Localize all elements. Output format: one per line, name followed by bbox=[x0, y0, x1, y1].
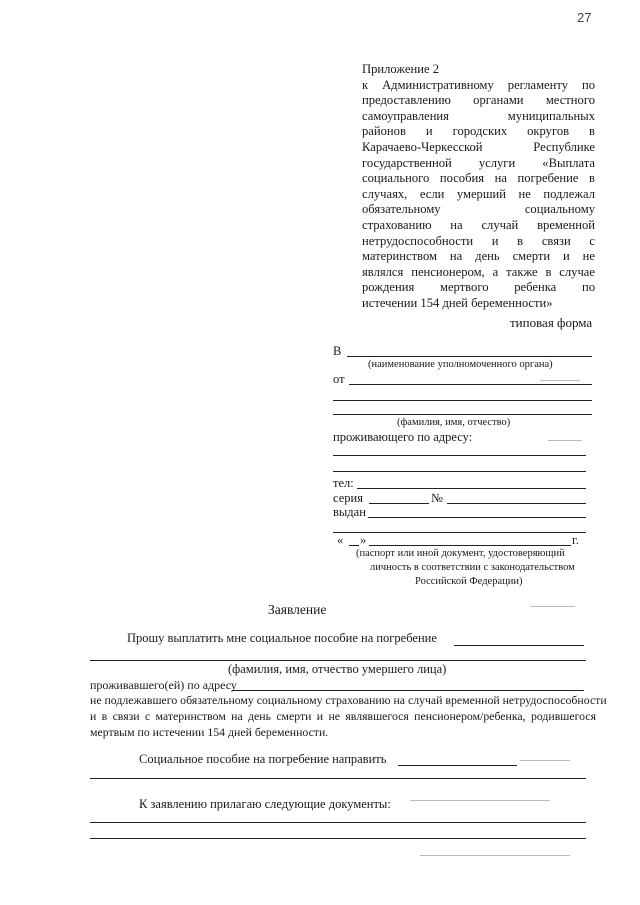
issued-field-2[interactable] bbox=[333, 532, 586, 533]
appendix-line: социального пособия на погребение в bbox=[362, 171, 595, 186]
page-number: 27 bbox=[577, 10, 592, 25]
applicant-name-field-2[interactable] bbox=[333, 400, 592, 401]
scan-artifact bbox=[520, 760, 570, 761]
appendix-heading: Приложение 2 bbox=[362, 62, 440, 76]
appendix-line: страхованию на случай временной bbox=[362, 217, 595, 232]
series-label: серия bbox=[333, 491, 363, 505]
appendix-line: обязательному социальному bbox=[362, 202, 595, 217]
appendix-block bbox=[362, 62, 595, 312]
appendix-line: районов и городских округов в bbox=[362, 124, 595, 139]
date-day-field[interactable] bbox=[349, 545, 359, 546]
documents-field-2[interactable] bbox=[90, 838, 586, 839]
date-close-quote: » bbox=[360, 533, 367, 547]
send-to-field-2[interactable] bbox=[90, 778, 586, 779]
request-line: Прошу выплатить мне социальное пособие на погребение bbox=[127, 631, 437, 645]
appendix-line: к Административному регламенту по bbox=[362, 77, 595, 92]
request-field-1[interactable] bbox=[454, 645, 584, 646]
appendix-line: предоставлению органами местного bbox=[362, 93, 595, 108]
attach-label: К заявлению прилагаю следующие документы: bbox=[139, 797, 391, 811]
send-to-field-1[interactable] bbox=[398, 765, 517, 766]
appendix-line: являлся пенсионером, а также в случае bbox=[362, 264, 595, 279]
statement-paragraph-line: не подлежавшего обязательному социальному страхованию на случай временной нетрудоспособности bbox=[90, 693, 607, 707]
appendix-line: случаях, если умерший не подлежал bbox=[362, 186, 595, 201]
statement-paragraph-line: и в связи с материнством на день смерти и не являвшегося пенсионером/ребенка, родившегося bbox=[90, 709, 596, 723]
authority-field[interactable] bbox=[347, 356, 592, 357]
address-label: проживающего по адресу: bbox=[333, 430, 473, 444]
from-label: от bbox=[333, 372, 345, 386]
deceased-address-field[interactable] bbox=[232, 690, 584, 691]
statement-paragraph-line: мертвым по истечении 154 дней беременности. bbox=[90, 725, 329, 739]
statement-title: Заявление bbox=[268, 602, 327, 617]
issued-field-1[interactable] bbox=[368, 517, 586, 518]
name-caption: (фамилия, имя, отчество) bbox=[397, 417, 511, 428]
scan-artifact bbox=[540, 380, 580, 381]
scan-artifact bbox=[420, 855, 570, 856]
appendix-line: истечении 154 дней беременности» bbox=[362, 295, 553, 310]
appendix-line: самоуправления муниципальных bbox=[362, 108, 595, 123]
phone-field[interactable] bbox=[357, 488, 586, 489]
authority-caption: (наименование уполномоченного органа) bbox=[368, 359, 553, 370]
applicant-name-field-3[interactable] bbox=[333, 414, 592, 415]
scan-artifact bbox=[548, 440, 582, 441]
number-field[interactable] bbox=[447, 503, 586, 504]
address-field-2[interactable] bbox=[333, 471, 586, 472]
form-type-label: типовая форма bbox=[510, 315, 593, 330]
address-field-1[interactable] bbox=[333, 455, 586, 456]
passport-caption-3: Российской Федерации) bbox=[415, 576, 523, 587]
appendix-line: материнством на день смерти и не bbox=[362, 249, 595, 264]
appendix-line: нетрудоспособности и в связи с bbox=[362, 233, 595, 248]
documents-field-1[interactable] bbox=[90, 822, 586, 823]
lived-at-label: проживавшего(ей) по адресу bbox=[90, 678, 237, 692]
year-suffix: г. bbox=[572, 533, 579, 547]
issued-label: выдан bbox=[333, 505, 366, 519]
appendix-line: рождения мертвого ребенка по bbox=[362, 280, 595, 295]
phone-label: тел: bbox=[333, 476, 354, 490]
deceased-name-field[interactable] bbox=[90, 660, 586, 661]
date-month-year-field[interactable] bbox=[369, 545, 571, 546]
number-label: № bbox=[431, 491, 443, 505]
scan-artifact bbox=[530, 606, 575, 607]
deceased-caption: (фамилия, имя, отчество умершего лица) bbox=[228, 662, 447, 676]
scan-artifact bbox=[410, 800, 550, 801]
appendix-line: государственной услуги «Выплата bbox=[362, 155, 595, 170]
date-open-quote: « bbox=[337, 533, 344, 547]
passport-caption-2: личность в соответствии с законодательством bbox=[370, 562, 575, 573]
send-to-label: Социальное пособие на погребение направить bbox=[139, 752, 387, 766]
appendix-line: Карачаево-Черкесской Республике bbox=[362, 139, 595, 154]
to-label: В bbox=[333, 344, 342, 358]
passport-caption-1: (паспорт или иной документ, удостоверяющий bbox=[356, 548, 565, 559]
applicant-name-field-1[interactable] bbox=[349, 384, 592, 385]
series-field[interactable] bbox=[369, 503, 429, 504]
